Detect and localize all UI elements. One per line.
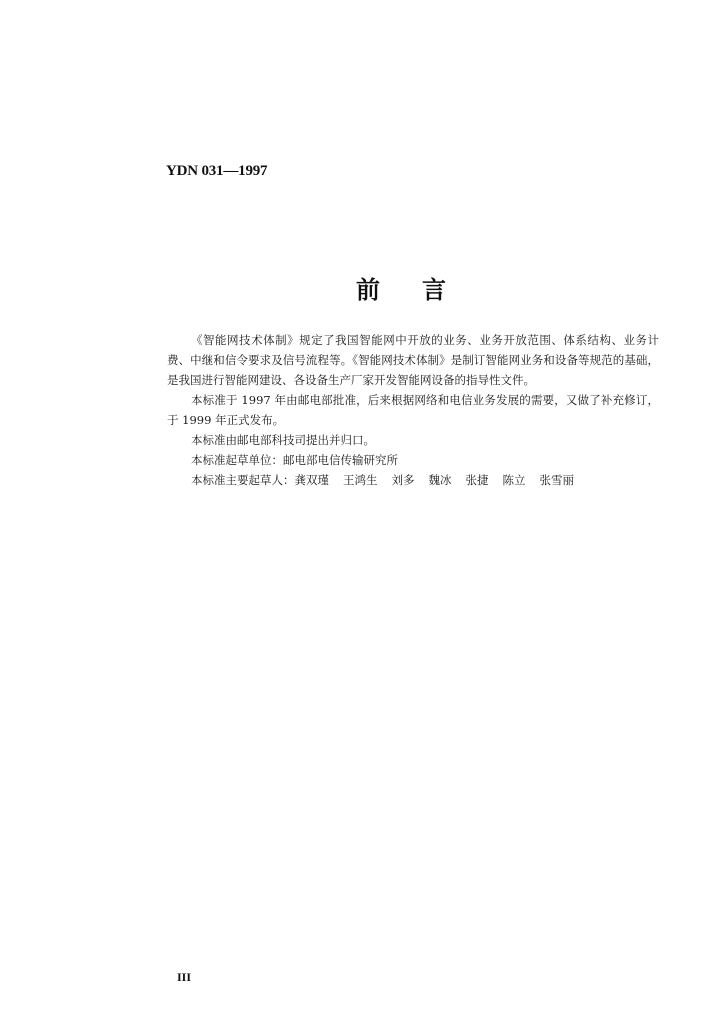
drafter-name: 王鸿生: [343, 473, 378, 487]
paragraph-approval: 本标准于 1997 年由邮电部批准，后来根据网络和电信业务发展的需要，又做了补充修订，于 1999 年正式发布。: [167, 393, 659, 427]
title-char-2: 言: [422, 275, 446, 304]
paragraph-scope: 《智能网技术体制》规定了我国智能网中开放的业务、业务开放范围、体系结构、业务计费、中继和信令要求及信号流程等。《智能网技术体制》是制订智能网业务和设备等规范的基础，是我国进行智能网建设、各设备生产厂家开发智能网设备的指导性文件。: [167, 333, 659, 387]
drafters-line: [167, 470, 659, 490]
paragraph-proposer: 本标准由邮电部科技司提出并归口。: [191, 433, 375, 447]
preface-title: [356, 270, 446, 305]
preface-body: [167, 330, 659, 490]
drafter-name: 张捷: [465, 473, 489, 487]
drafters-label: 本标准主要起草人：: [191, 473, 295, 487]
drafter-name: 龚双瑾: [294, 473, 329, 487]
drafter-name: 刘多: [391, 473, 415, 487]
page-number: III: [177, 970, 192, 984]
drafter-name: 魏冰: [428, 473, 452, 487]
title-char-1: 前: [356, 275, 380, 304]
drafter-name: 陈立: [502, 473, 526, 487]
paragraph-drafting-unit: 本标准起草单位：邮电部电信传输研究所: [191, 453, 398, 467]
standard-code: YDN 031—1997: [166, 163, 268, 179]
drafter-name: 张雪丽: [539, 473, 574, 487]
